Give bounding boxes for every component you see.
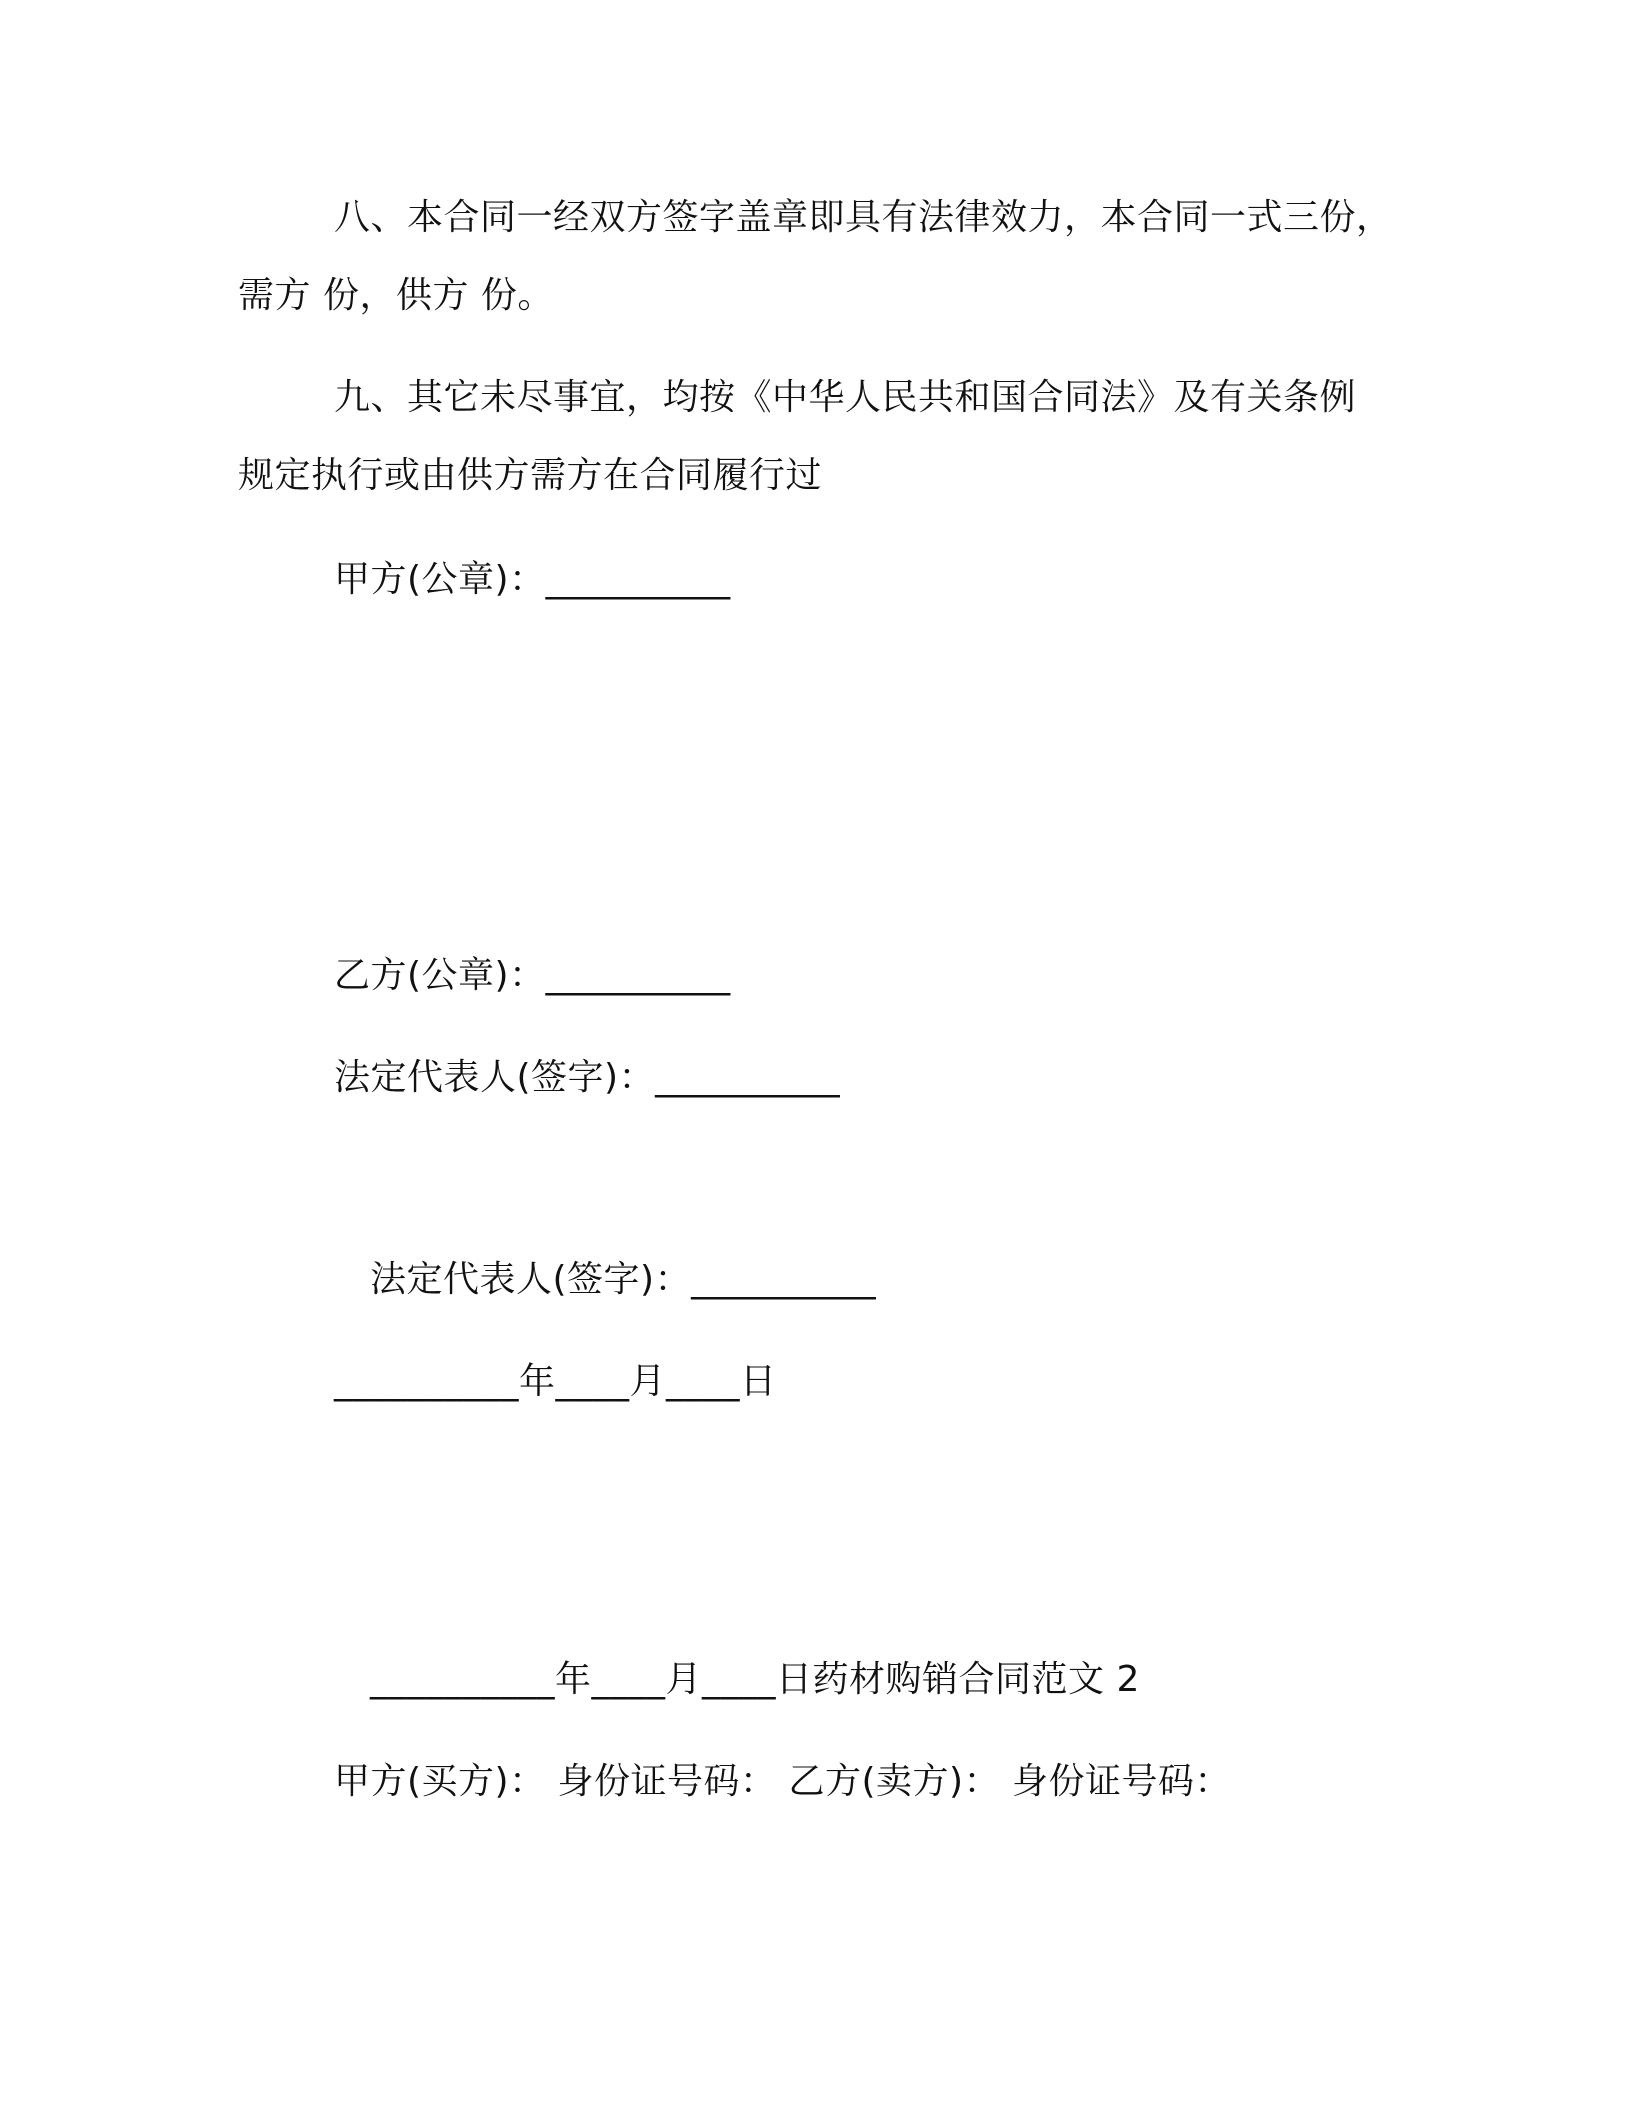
clause-8-line-1: 八、本合同一经双方签字盖章即具有法律效力，本合同一式三份， [334,197,1393,238]
party-a-seal-field: 甲方(公章)：__________ [334,559,731,600]
parties-id-line: 甲方(买方)： 身份证号码： 乙方(卖方)： 身份证号码： [334,1761,1232,1802]
date-field: __________年____月____日 [334,1361,777,1402]
legal-rep-signature-field: 法定代表人(签字)：__________ [334,1057,841,1098]
clause-9-line-2: 规定执行或由供方需方在合同履行过 [238,455,823,496]
legal-rep-signature-field-2: 法定代表人(签字)：__________ [370,1259,877,1300]
clause-9-line-1: 九、其它未尽事宜，均按《中华人民共和国合同法》及有关条例 [334,377,1357,418]
clause-8-line-2: 需方 份，供方 份。 [238,275,554,316]
template-2-title: __________年____月____日药材购销合同范文 2 [370,1659,1140,1700]
party-b-seal-field: 乙方(公章)：__________ [334,955,731,996]
